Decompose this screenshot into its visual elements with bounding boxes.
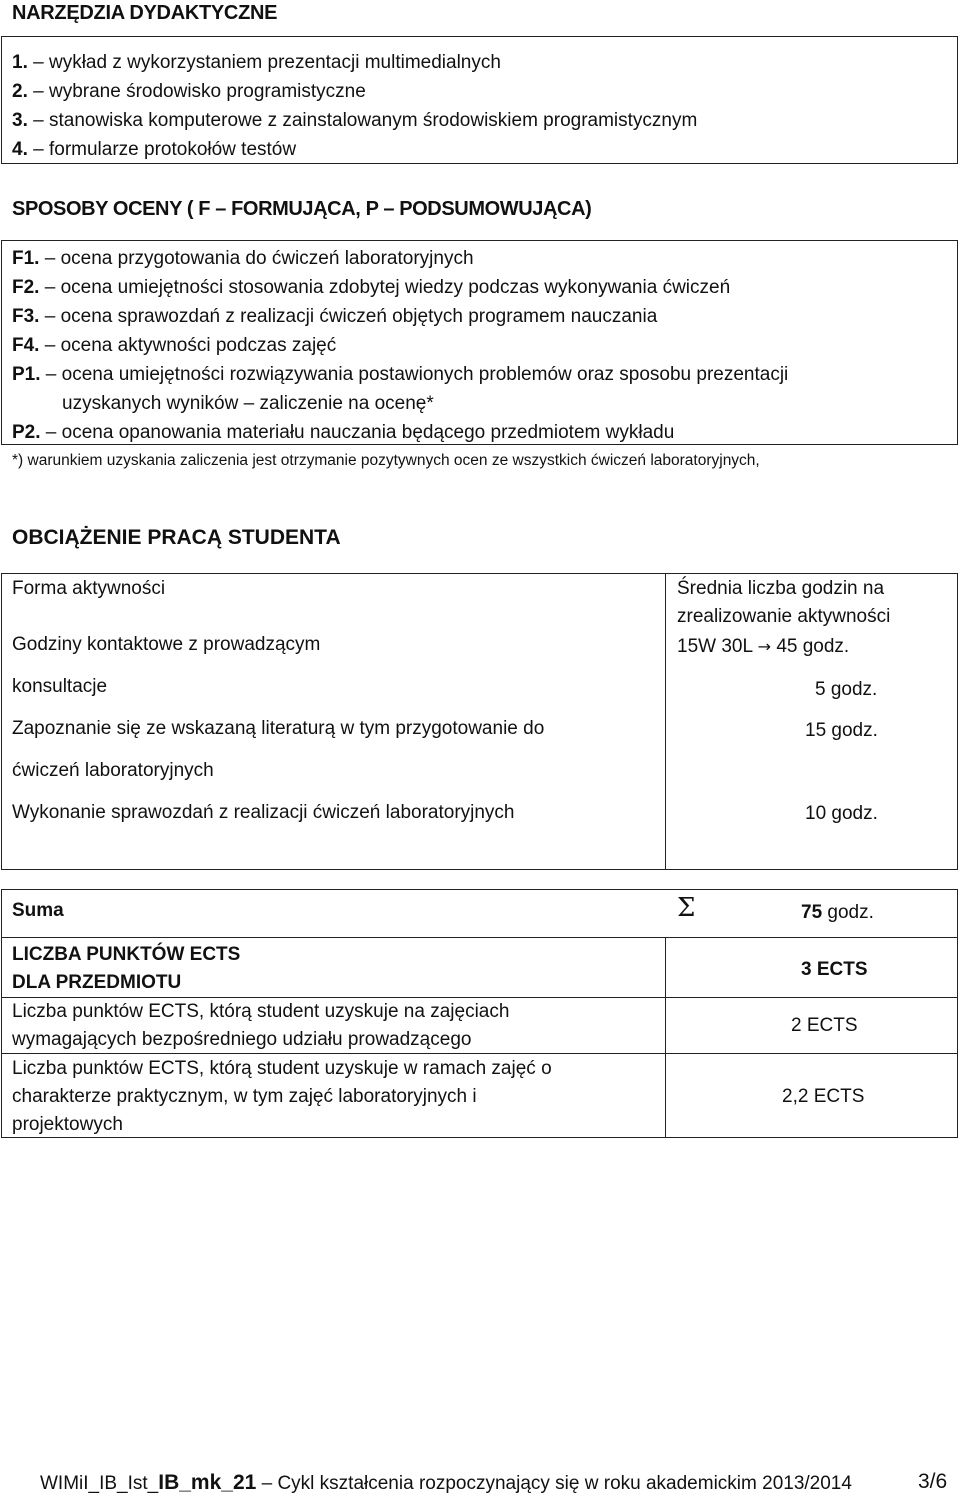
list-item: 2. – wybrane środowisko programistyczne	[12, 81, 366, 102]
ects-value: 3 ECTS	[801, 959, 868, 980]
ects-direct-label: Liczba punktów ECTS, którą student uzyskuje na zajęciach	[12, 1001, 510, 1022]
ects-practical-label: Liczba punktów ECTS, którą student uzyskuje w ramach zajęć o	[12, 1058, 552, 1079]
suma-label: Suma	[12, 900, 64, 921]
list-item: F4. – ocena aktywności podczas zajęć	[12, 335, 337, 356]
ects-practical-label-continuation: charakterze praktycznym, w tym zajęć laboratoryjnych i	[12, 1086, 477, 1107]
list-item: 4. – formularze protokołów testów	[12, 139, 297, 160]
list-item: P2. – ocena opanowania materiału nauczania będącego przedmiotem wykładu	[12, 422, 675, 443]
page-footer: WIMiI_IB_Ist_IB_mk_21 – Cykl kształcenia rozpoczynający się w roku akademickim 2013/2014	[40, 1471, 852, 1494]
ects-practical-value: 2,2 ECTS	[782, 1086, 865, 1107]
footnote: *) warunkiem uzyskania zaliczenia jest otrzymanie pozytywnych ocen ze wszystkich ćwiczeń laboratoryjnych,	[12, 452, 760, 469]
list-item: 1. – wykład z wykorzystaniem prezentacji multimedialnych	[12, 52, 501, 73]
arrow-right-icon: →	[757, 637, 772, 656]
ects-direct-value: 2 ECTS	[791, 1015, 858, 1036]
header-right-line2: zrealizowanie aktywności	[677, 606, 891, 627]
list-item: F2. – ocena umiejętności stosowania zdobytej wiedzy podczas wykonywania ćwiczeń	[12, 277, 731, 298]
list-item: P1. – ocena umiejętności rozwiązywania postawionych problemów oraz sposobu prezentacji	[12, 364, 789, 385]
narzedzia-list	[12, 48, 697, 164]
list-item: 3. – stanowiska komputerowe z zainstalowanym środowiskiem programistycznym	[12, 110, 698, 131]
table-divider	[665, 937, 666, 1138]
list-item: F1. – ocena przygotowania do ćwiczeń laboratoryjnych	[12, 248, 474, 269]
ects-practical-label-continuation: projektowych	[12, 1114, 123, 1135]
row-label-continuation: ćwiczeń laboratoryjnych	[12, 760, 214, 781]
suma-value: 75 godz.	[801, 902, 874, 923]
table-divider	[665, 573, 666, 870]
row-label: Godziny kontaktowe z prowadzącym	[12, 634, 321, 655]
row-label: Wykonanie sprawozdań z realizacji ćwiczeń laboratoryjnych	[12, 802, 515, 823]
table-row-divider	[1, 937, 958, 938]
ects-label-continuation: DLA PRZEDMIOTU	[12, 972, 182, 993]
row-value: 15W 30L → 45 godz.	[677, 636, 850, 657]
row-value: 15 godz.	[805, 720, 878, 741]
row-label: Zapoznanie się ze wskazaną literaturą w tym przygotowanie do	[12, 718, 545, 739]
ects-direct-label-continuation: wymagających bezpośredniego udziału prowadzącego	[12, 1029, 472, 1050]
page-number: 3/6	[918, 1470, 948, 1493]
list-item-continuation: uzyskanych wyników – zaliczenie na ocenę*	[62, 393, 434, 414]
row-value: 5 godz.	[815, 679, 878, 700]
sigma-icon: Σ	[677, 893, 696, 923]
list-item: F3. – ocena sprawozdań z realizacji ćwiczeń objętych programem nauczania	[12, 306, 658, 327]
section-title-sposoby: SPOSOBY OCENY ( F – FORMUJĄCA, P – PODSUMOWUJĄCA)	[12, 198, 592, 220]
header-left: Forma aktywności	[12, 578, 166, 599]
header-right-line1: Średnia liczba godzin na	[677, 578, 885, 599]
section-title-narzedzia: NARZĘDZIA DYDAKTYCZNE	[12, 2, 278, 24]
ocen-list	[12, 244, 952, 444]
ects-label: LICZBA PUNKTÓW ECTS	[12, 944, 241, 965]
section-title-obciazenie: OBCIĄŻENIE PRACĄ STUDENTA	[12, 526, 341, 549]
row-value: 10 godz.	[805, 803, 878, 824]
row-label: konsultacje	[12, 676, 108, 697]
